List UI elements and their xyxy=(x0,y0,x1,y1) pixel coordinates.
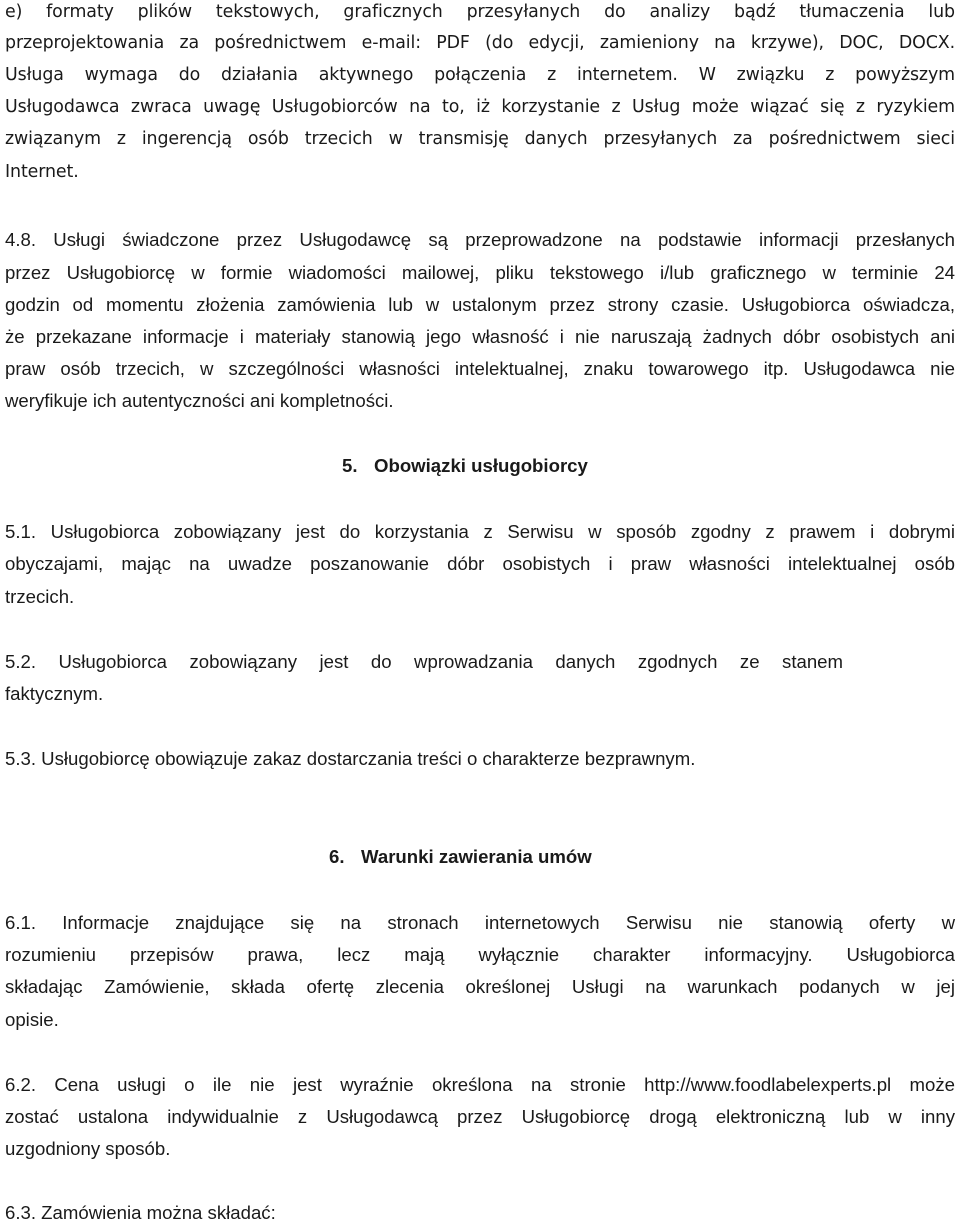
text-line: 5.3. Usługobiorcę obowiązuje zakaz dostarczania treści o charakterze bezprawnym. xyxy=(5,748,696,769)
text-line: praw osób trzecich, w szczególności własności intelektualnej, znaku towarowego itp. Usługodawca nie xyxy=(5,358,955,379)
text-line: składając Zamówienie, składa ofertę zlecenia określonej Usługi na warunkach podanych w jej xyxy=(5,976,955,997)
text-line: weryfikuje ich autentyczności ani kompletności. xyxy=(5,390,394,411)
text-line: zostać ustalona indywidualnie z Usługodawcą przez Usługobiorcę drogą elektroniczną lub w inny xyxy=(5,1106,955,1127)
text-line: Internet. xyxy=(5,162,79,182)
text-line: że przekazane informacje i materiały stanowią jego własność i nie naruszają żadnych dóbr osobistych ani xyxy=(5,326,955,347)
text-line: rozumieniu przepisów prawa, lecz mają wyłącznie charakter informacyjny. Usługobiorca xyxy=(5,944,955,965)
text-line: trzecich. xyxy=(5,586,75,607)
text-line: przeprojektowania za pośrednictwem e-mail: PDF (do edycji, zamieniony na krzywe), DOC, DOCX. xyxy=(5,33,955,53)
text-line: faktycznym. xyxy=(5,683,104,704)
section-heading-5 xyxy=(0,454,960,478)
text-line: 6.2. Cena usługi o ile nie jest wyraźnie określona na stronie http://www.foodlabelexperts.pl może xyxy=(5,1074,955,1095)
text-line: Usługa wymaga do działania aktywnego połączenia z internetem. W związku z powyższym xyxy=(5,65,955,85)
section-heading-6 xyxy=(0,845,960,869)
section-title: Obowiązki usługobiorcy xyxy=(374,455,588,476)
section-number: 5. xyxy=(342,455,358,476)
text-line: uzgodniony sposób. xyxy=(5,1138,171,1159)
text-line: związanym z ingerencją osób trzecich w transmisję danych przesyłanych za pośrednictwem sieci xyxy=(5,129,955,149)
text-line: opisie. xyxy=(5,1009,59,1030)
text-line: 5.1. Usługobiorca zobowiązany jest do korzystania z Serwisu w sposób zgodny z prawem i dobrymi xyxy=(5,521,955,542)
section-number: 6. xyxy=(329,846,345,867)
text-line: 4.8. Usługi świadczone przez Usługodawcę są przeprowadzone na podstawie informacji przesłanych xyxy=(5,229,955,250)
text-line: godzin od momentu złożenia zamówienia lub w ustalonym przez strony czasie. Usługobiorca oświadcza, xyxy=(5,294,955,315)
text-line: e) formaty plików tekstowych, graficznych przesyłanych do analizy bądź tłumaczenia lub xyxy=(5,2,955,22)
text-line: przez Usługobiorcę w formie wiadomości mailowej, pliku tekstowego i/lub graficznego w terminie 24 xyxy=(5,262,955,283)
text-line: obyczajami, mając na uwadze poszanowanie dóbr osobistych i praw własności intelektualnej osób xyxy=(5,553,955,574)
section-title: Warunki zawierania umów xyxy=(361,846,592,867)
text-line: 6.3. Zamówienia można składać: xyxy=(5,1202,276,1223)
text-line: 5.2. Usługobiorca zobowiązany jest do wprowadzania danych zgodnych ze stanem xyxy=(5,651,843,672)
text-line: 6.1. Informacje znajdujące się na stronach internetowych Serwisu nie stanowią oferty w xyxy=(5,912,955,933)
text-line: Usługodawca zwraca uwagę Usługobiorców na to, iż korzystanie z Usług może wiązać się z ryzykiem xyxy=(5,97,955,117)
